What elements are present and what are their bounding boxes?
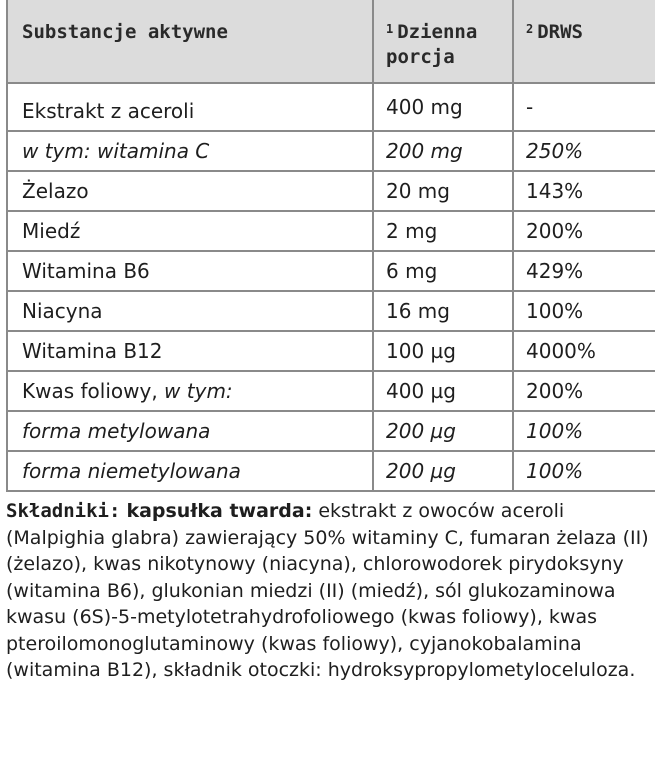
substance-rws: 100% (513, 451, 655, 491)
substance-rws: 200% (513, 371, 655, 411)
substance-dose: 400 µg (373, 371, 513, 411)
substance-dose: 200 µg (373, 411, 513, 451)
table-row (7, 411, 655, 451)
capsule-label: kapsułka twarda: (126, 500, 313, 522)
table-row (7, 371, 655, 411)
substance-rws: 100% (513, 291, 655, 331)
substance-dose: 100 µg (373, 331, 513, 371)
ingredients-text: ekstrakt z owoców aceroli (Malpighia glabra) zawierający 50% witaminy C, fumaran żelaza (II) (żelazo), kwas nikotynowy (niacyna), chlorowodorek pirydoksyny (witamina B6), glukonian miedzi (II) (miedź), sól glukozaminowa kwasu (6S)-5-metylotetrahydrofoliowego (kwas foliowy), kwas pteroilomonoglutaminowy (kwas foliowy), cyjanokobalamina (witamina B12), składnik otoczki: hydroksypropylometyloceluloza. (6, 500, 649, 681)
substance-name: forma metylowana (7, 411, 373, 451)
table-row (7, 251, 655, 291)
header-row (7, 0, 655, 83)
substance-name: Żelazo (7, 171, 373, 211)
footnote-2: 2 (526, 22, 534, 36)
footnote-1: 1 (386, 22, 394, 36)
header-rws: $^2$ DRWS (513, 0, 655, 83)
substance-dose: 20 mg (373, 171, 513, 211)
substance-rws: 200% (513, 211, 655, 251)
substance-name: Miedź (7, 211, 373, 251)
header-substance: Substancje aktywne (7, 0, 373, 83)
substance-name: forma niemetylowana (7, 451, 373, 491)
substance-dose: 2 mg (373, 211, 513, 251)
table-row (7, 171, 655, 211)
header-daily-dose: $^1$ Dzienna porcja (373, 0, 513, 83)
substance-name: w tym: witamina C (7, 131, 373, 171)
substance-name: Niacyna (7, 291, 373, 331)
substance-rws: 250% (513, 131, 655, 171)
table-row (7, 291, 655, 331)
substance-rws: 143% (513, 171, 655, 211)
substance-name-suffix: w tym: (164, 379, 233, 403)
substance-rws: 100% (513, 411, 655, 451)
table-header (7, 0, 655, 83)
ingredients-label: Składniki: (6, 500, 121, 522)
substance-dose: 200 mg (373, 131, 513, 171)
substance-name: Ekstrakt z aceroli (7, 83, 373, 131)
substance-dose: 200 µg (373, 451, 513, 491)
substance-rws: 429% (513, 251, 655, 291)
substance-dose: 6 mg (373, 251, 513, 291)
nutrition-table-wrapper (6, 0, 654, 492)
substance-dose: 16 mg (373, 291, 513, 331)
substance-dose: 400 mg (373, 83, 513, 131)
active-substances-table (6, 0, 655, 492)
substance-rws: 4000% (513, 331, 655, 371)
table-row (7, 131, 655, 171)
table-row (7, 331, 655, 371)
table-row (7, 451, 655, 491)
table-row (7, 83, 655, 131)
table-body (7, 83, 655, 491)
substance-name: Witamina B6 (7, 251, 373, 291)
substance-rws: - (513, 83, 655, 131)
substance-name: Witamina B12 (7, 331, 373, 371)
table-row (7, 211, 655, 251)
substance-name: Kwas foliowy, w tym: (7, 371, 373, 411)
ingredients-paragraph (6, 498, 656, 684)
